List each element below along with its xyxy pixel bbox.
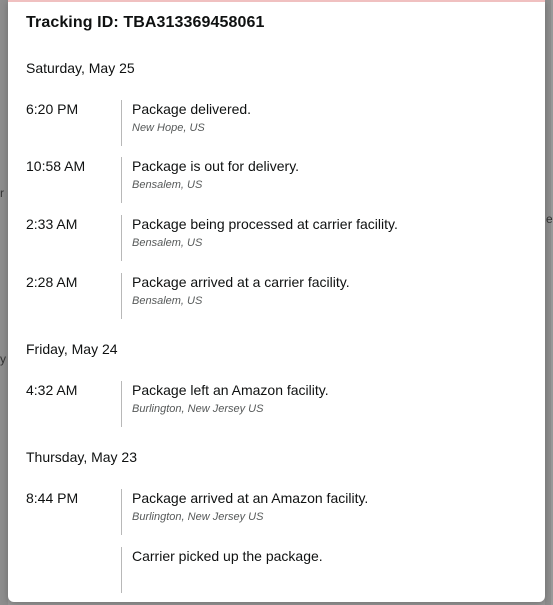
- timeline-divider: [121, 100, 122, 146]
- event-status: Package being processed at carrier facility.: [132, 216, 398, 232]
- event-time: 2:28 AM: [26, 274, 78, 290]
- tracking-id-title: Tracking ID: TBA313369458061: [26, 14, 265, 31]
- timeline-divider: [121, 157, 122, 203]
- background-overlay-left: [0, 0, 8, 605]
- event-time: 4:32 AM: [26, 382, 78, 398]
- timeline-divider: [121, 489, 122, 535]
- date-heading-saturday: Saturday, May 25: [26, 60, 135, 76]
- timeline-event: [8, 157, 545, 205]
- event-time: 6:20 PM: [26, 101, 79, 117]
- event-time: 8:44 PM: [26, 490, 79, 506]
- timeline-event: [8, 381, 545, 429]
- background-text-fragment: y: [0, 352, 6, 366]
- event-location: Bensalem, US: [132, 179, 203, 191]
- timeline-event: [8, 489, 545, 537]
- timeline-event: [8, 547, 545, 595]
- event-status: Carrier picked up the package.: [132, 548, 323, 564]
- background-overlay-right: [545, 0, 551, 605]
- date-heading-friday: Friday, May 24: [26, 341, 118, 357]
- tracking-modal: [8, 0, 545, 602]
- timeline-event: [8, 273, 545, 321]
- modal-top-border: [8, 0, 545, 2]
- event-location: Bensalem, US: [132, 295, 203, 307]
- event-location: Bensalem, US: [132, 237, 203, 249]
- timeline-divider: [121, 215, 122, 261]
- event-status: Package arrived at a carrier facility.: [132, 274, 350, 290]
- event-status: Package arrived at an Amazon facility.: [132, 490, 369, 506]
- timeline-event: [8, 215, 545, 263]
- timeline-divider: [121, 273, 122, 319]
- event-location: Burlington, New Jersey US: [132, 511, 264, 523]
- timeline-event: [8, 100, 545, 148]
- event-status: Package left an Amazon facility.: [132, 382, 329, 398]
- background-text-fragment: e: [546, 212, 553, 226]
- event-time: 2:33 AM: [26, 216, 78, 232]
- date-heading-thursday: Thursday, May 23: [26, 449, 138, 465]
- event-location: New Hope, US: [132, 122, 205, 134]
- timeline-divider: [121, 547, 122, 593]
- timeline-divider: [121, 381, 122, 427]
- event-status: Package is out for delivery.: [132, 158, 300, 174]
- event-location: Burlington, New Jersey US: [132, 403, 264, 415]
- event-time: 10:58 AM: [26, 158, 86, 174]
- event-status: Package delivered.: [132, 101, 252, 117]
- background-text-fragment: r: [0, 186, 4, 200]
